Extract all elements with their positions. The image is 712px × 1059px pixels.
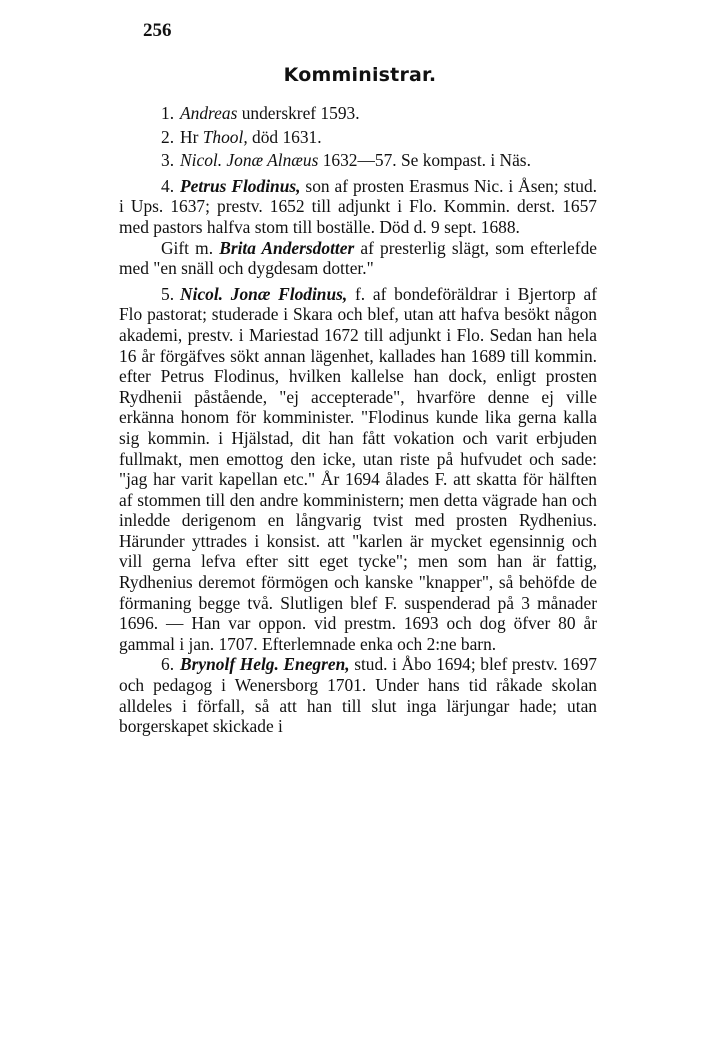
entry-name: Andreas [180, 103, 238, 123]
entry-text: f. af bondeföräldrar i Bjertorp af Flo pastorat; studerade i Skara och blef, utan att hafva besökt någon akademi, prestv. i Mariestad 1672 till adjunkt i Flo. Sedan han hela 16 år förgäfves sökt annan lägenhet, kallades han 1689 till kommin. efter Petrus Flodinus, hvilken kallelse han dock, enligt prosten Rydhenii påstående, "ej accepterade", hvarföre denne ej ville erkänna honom för komminister. "Flodinus kunde lika gerna kalla sig kommin. i Hjälstad, dit han fått vokation och varit erbjuden fullmakt, men emottog den icke, utan riste på hufvudet och sade: "jag har varit kapellan etc." År 1694 ålades F. att skatta för hälften af stommen till den andre komministern; men detta vägrade han och inledde derigenom en långvarig tvist med prosten Rydhenius. Härunder yttrades i konsist. att "karlen är mycket egensinnig och vill gerna lefva efter sitt eget tycke"; men som han är fattig, Rydhenius deremot förmögen och kanske "knapper", så behöfde de förmaning begge två. Slutligen blef F. suspenderad på 3 månader 1696. — Han var oppon. vid prestm. 1693 och dog öfver 80 år gammal i jan. 1707. Efterlemnade enka och 2:ne barn. [119, 283, 598, 654]
entry-name: Nicol. Jonæ Flodinus, [180, 283, 348, 304]
entry-4 [119, 176, 597, 238]
entry-name: Thool, [202, 126, 248, 147]
entry-2 [119, 127, 597, 148]
spouse-name: Brita Andersdotter [219, 237, 355, 258]
entry-text: underskref 1593. [237, 103, 360, 123]
entry-6 [119, 654, 597, 736]
entry-number: 5. [161, 283, 175, 304]
page-number: 256 [143, 20, 172, 41]
entry-name: Brynolf Helg. Enegren, [180, 654, 350, 675]
entry-number: 3. [161, 150, 175, 171]
page-heading: Komministrar. [283, 64, 437, 86]
entry-5 [119, 284, 597, 655]
entry-text: 1632—57. Se kompast. i Näs. [318, 150, 531, 171]
entry-number: 6. [161, 654, 175, 675]
entry-text: af presterlig slägt, som efterlefde med "en snäll och dygdesam dotter." [119, 237, 597, 279]
entry-number: 4. [161, 175, 175, 196]
entry-prefix: Hr [180, 126, 203, 147]
entry-3 [119, 150, 597, 171]
entry-1 [119, 103, 597, 124]
body-text [119, 103, 597, 737]
entry-number: 1. [161, 103, 175, 123]
entry-text: son af prosten Erasmus Nic. i Åsen; stud. i Ups. 1637; prestv. 1652 till adjunkt i Flo. Kommin. derst. 1657 med pastors halfva stom till boställe. Död d. 9 sept. 1688. [119, 175, 597, 237]
entry-text: stud. i Åbo 1694; blef prestv. 1697 och pedagog i Wenersborg 1701. Under hans tid råkade skolan alldeles i förfall, så att han till slut inga lärjungar hade; utan borgerskapet skickade i [119, 654, 597, 737]
entry-name: Nicol. Jonæ Alnæus [180, 150, 319, 171]
entry-name: Petrus Flodinus, [180, 175, 301, 196]
entry-text: död 1631. [247, 126, 322, 147]
entry-number: 2. [161, 126, 175, 147]
entry-4-continuation [119, 238, 597, 279]
entry-prefix: Gift m. [161, 237, 220, 258]
